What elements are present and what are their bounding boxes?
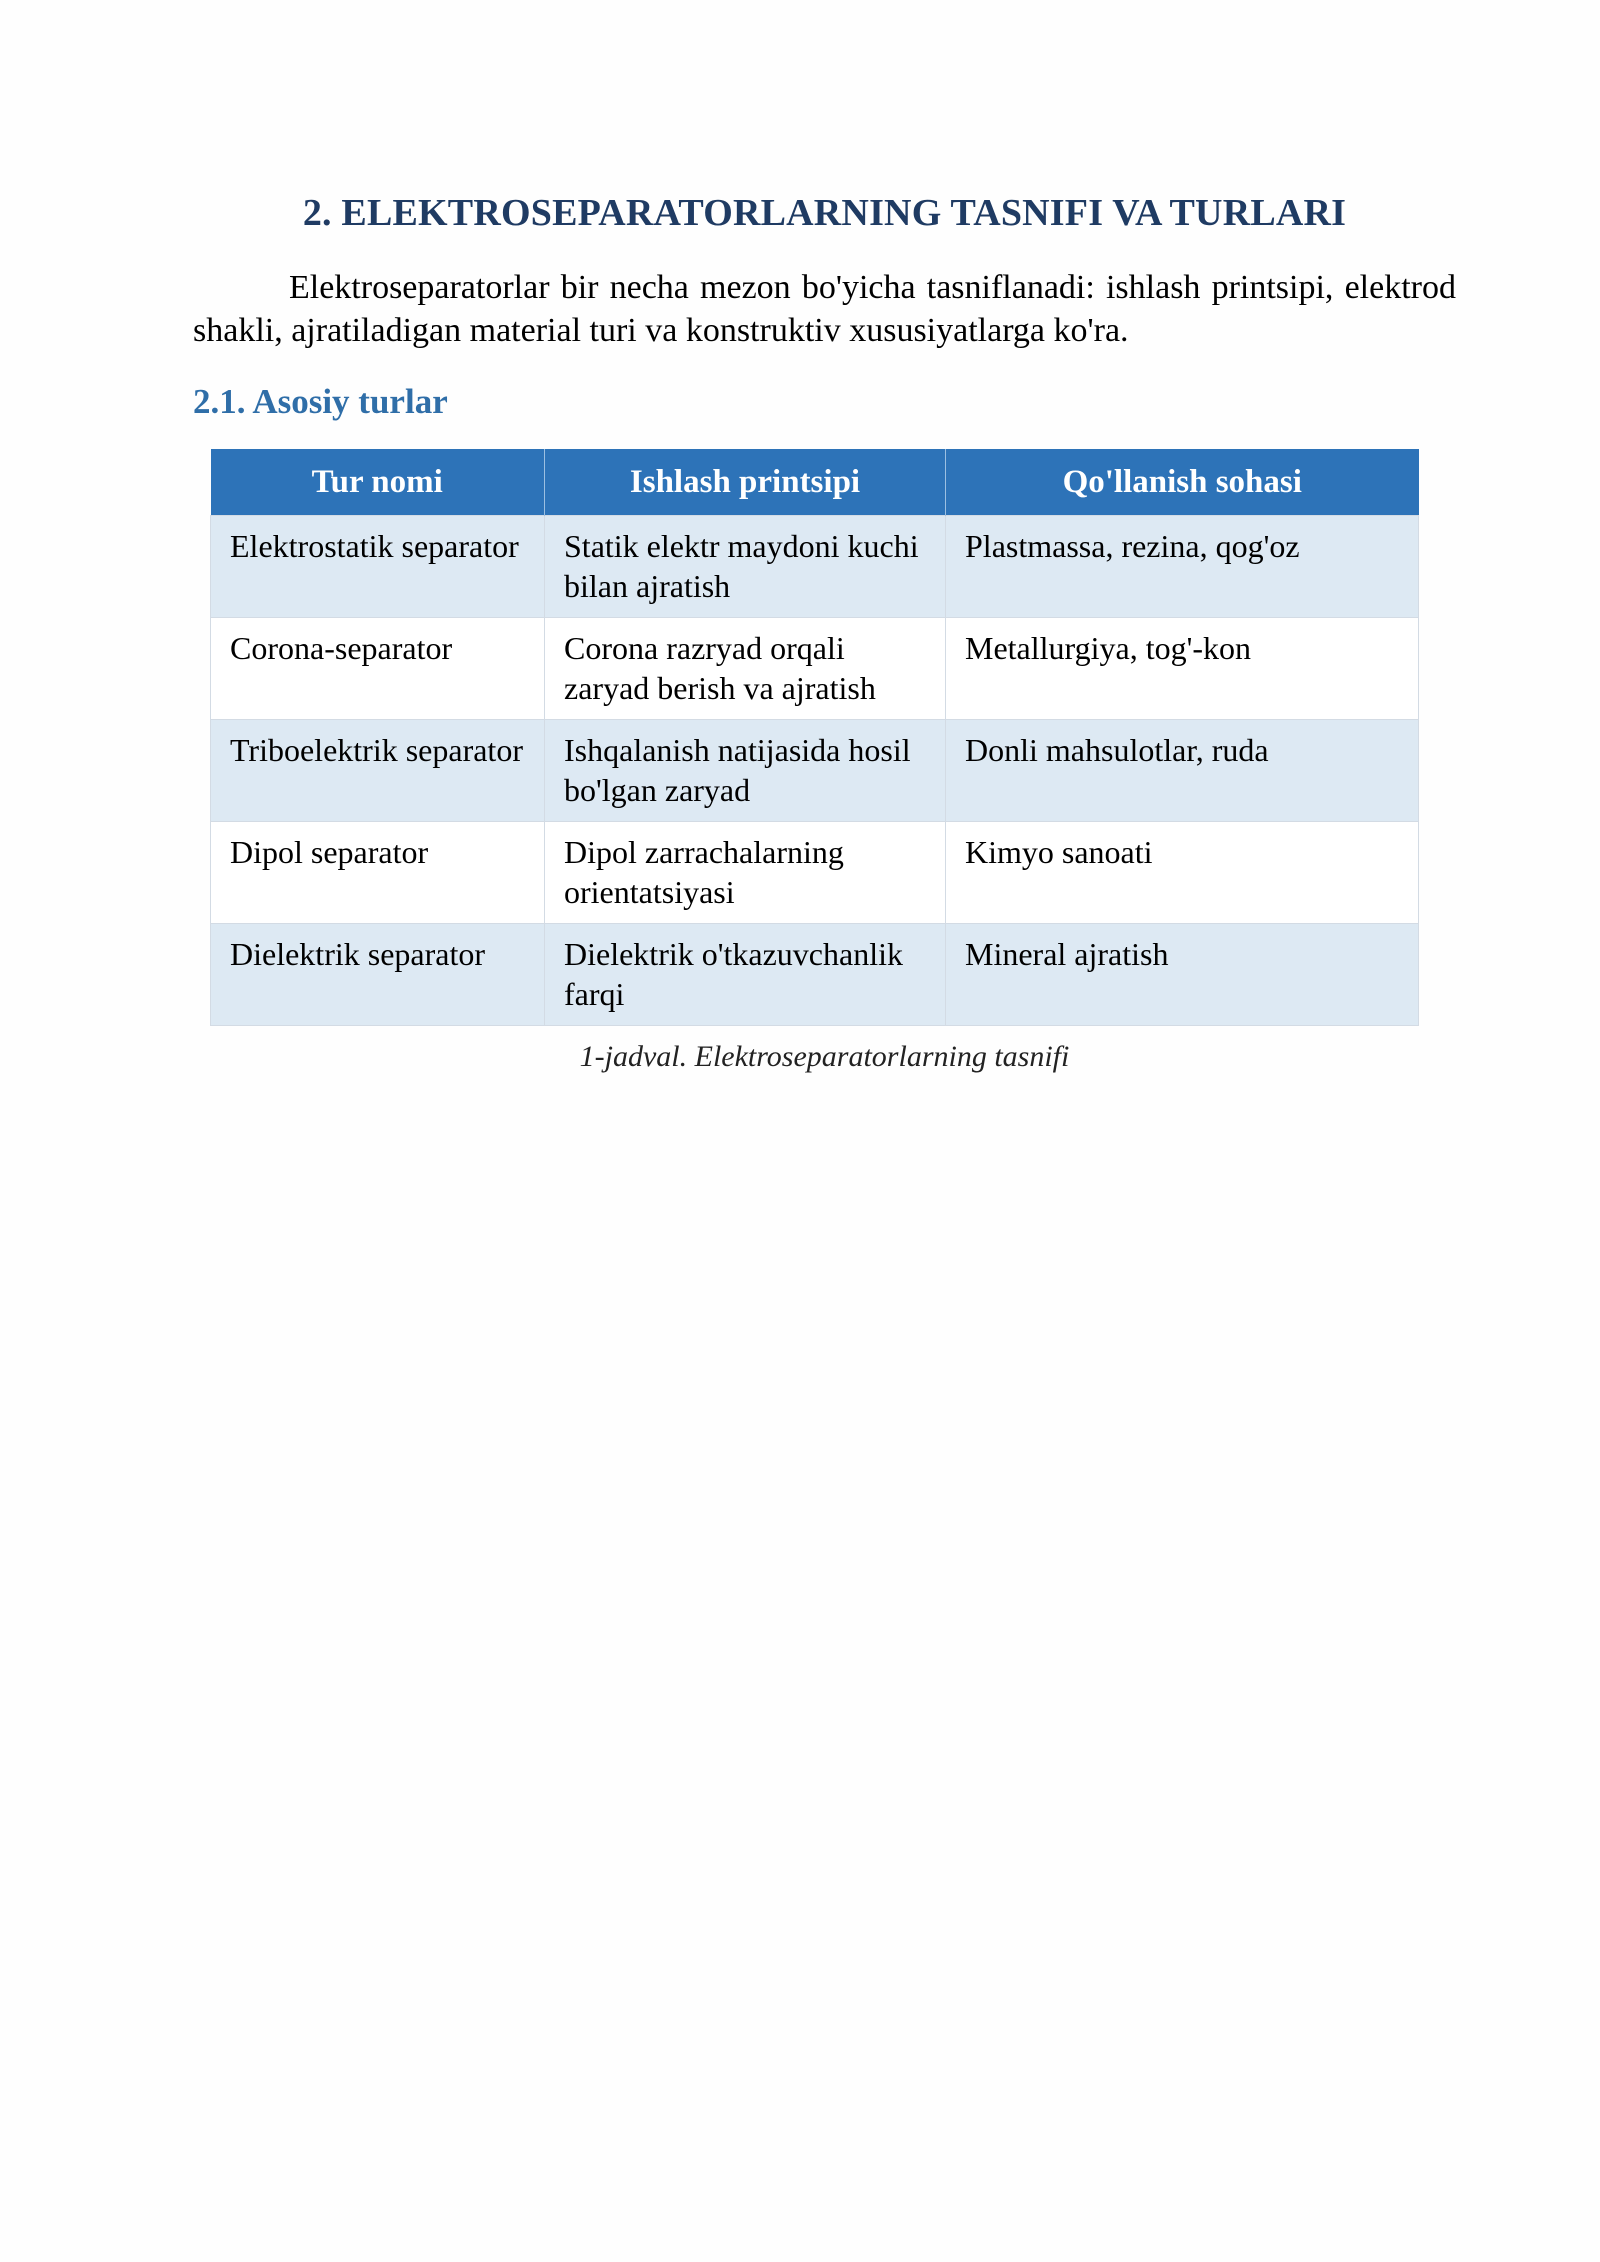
table-cell: Mineral ajratish <box>946 924 1419 1026</box>
header-type-name: Tur nomi <box>211 449 545 516</box>
table-cell: Metallurgiya, tog'-kon <box>946 618 1419 720</box>
table-cell: Corona-separator <box>211 618 545 720</box>
table-cell: Dielektrik o'tkazuvchanlik farqi <box>545 924 946 1026</box>
table-cell: Dipol zarrachalarning orientatsiyasi <box>545 822 946 924</box>
chapter-title: 2. ELEKTROSEPARATORLARNING TASNIFI VA TURLARI <box>302 192 1347 234</box>
table-cell: Kimyo sanoati <box>946 822 1419 924</box>
classification-table-container <box>210 449 1418 1026</box>
table-cell: Dielektrik separator <box>211 924 545 1026</box>
header-application-area: Qo'llanish sohasi <box>946 449 1419 516</box>
table-row <box>211 516 1419 618</box>
table-header-row <box>211 449 1419 516</box>
table-caption: 1-jadval. Elektroseparatorlarning tasnifi <box>579 1040 1070 1073</box>
section-title: 2.1. Asosiy turlar <box>193 382 448 421</box>
table-cell: Corona razryad orqali zaryad berish va ajratish <box>545 618 946 720</box>
classification-table <box>210 449 1419 1026</box>
table-cell: Ishqalanish natijasida hosil bo'lgan zaryad <box>545 720 946 822</box>
table-row <box>211 720 1419 822</box>
table-cell: Triboelektrik separator <box>211 720 545 822</box>
table-cell: Statik elektr maydoni kuchi bilan ajratish <box>545 516 946 618</box>
table-row <box>211 618 1419 720</box>
table-row <box>211 822 1419 924</box>
table-cell: Donli mahsulotlar, ruda <box>946 720 1419 822</box>
table-cell: Plastmassa, rezina, qog'oz <box>946 516 1419 618</box>
intro-paragraph: Elektroseparatorlar bir necha mezon bo'yicha tasniflanadi: ishlash printsipi, elektrod shakli, ajratiladigan material turi va konstruktiv xususiyatlarga ko'ra. <box>193 269 1456 349</box>
table-cell: Elektrostatik separator <box>211 516 545 618</box>
table-row <box>211 924 1419 1026</box>
table-cell: Dipol separator <box>211 822 545 924</box>
header-working-principle: Ishlash printsipi <box>545 449 946 516</box>
